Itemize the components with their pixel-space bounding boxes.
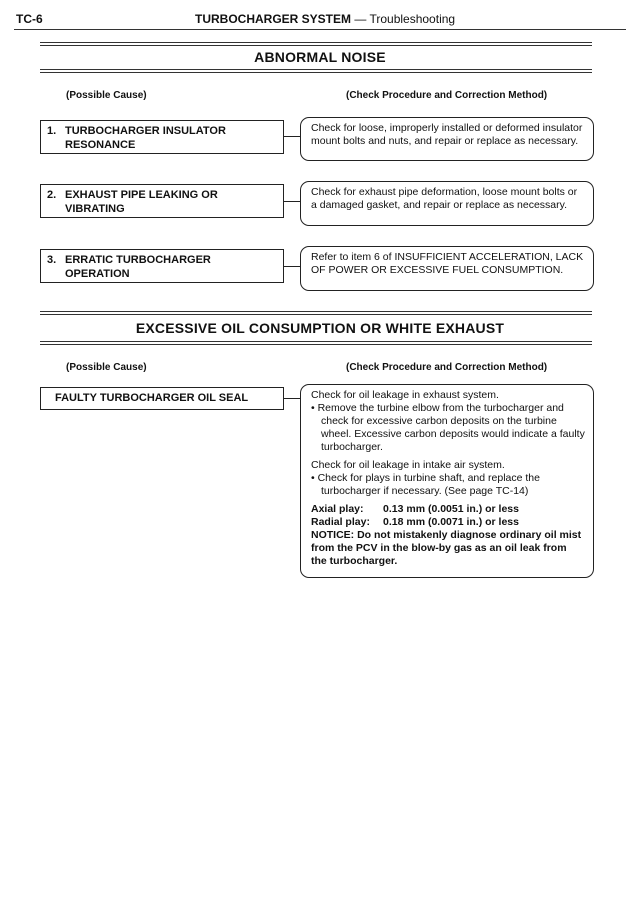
cause-box — [40, 120, 284, 154]
section-rule — [40, 344, 592, 345]
section-rule — [40, 341, 592, 342]
check-box — [300, 246, 594, 291]
connector-line — [284, 266, 300, 267]
spec-label: Axial play: — [311, 503, 364, 515]
spec-label: Radial play: — [311, 516, 370, 528]
section-rule — [40, 311, 592, 312]
cause-box — [40, 184, 284, 218]
check-text: Check for exhaust pipe deformation, loose mount bolts or a damaged gasket, and repair or replace as necessary. — [311, 186, 578, 211]
check-bullet: • Check for plays in turbine shaft, and replace the turbocharger if necessary. (See page TC-14) — [311, 472, 540, 497]
check-text: Refer to item 6 of INSUFFICIENT ACCELERATION, LACK OF POWER OR EXCESSIVE FUEL CONSUMPTION. — [311, 251, 584, 276]
check-box — [300, 384, 594, 578]
notice-text: NOTICE: Do not mistakenly diagnose ordinary oil mist from the PCV in the blow-by gas as an oil leak from the turbocharger. — [311, 529, 582, 567]
spec-value: 0.18 mm (0.0071 in.) or less — [383, 516, 519, 528]
check-procedure-heading: (Check Procedure and Correction Method) — [346, 362, 548, 373]
cause-number: 3. — [47, 254, 57, 266]
axial-play-spec — [311, 503, 585, 516]
section-rule — [40, 69, 592, 70]
check-procedure-heading: (Check Procedure and Correction Method) — [346, 90, 548, 101]
page-code: TC-6 — [16, 12, 43, 26]
possible-cause-heading: (Possible Cause) — [66, 90, 147, 101]
possible-cause-heading: (Possible Cause) — [66, 362, 147, 373]
section-rule — [40, 314, 592, 315]
radial-play-spec — [311, 516, 585, 529]
section-title-abnormal-noise: ABNORMAL NOISE — [254, 49, 386, 65]
spec-value: 0.13 mm (0.0051 in.) or less — [383, 503, 519, 515]
header-rule — [14, 29, 626, 30]
cause-text: ERRATIC TURBOCHARGER OPERATION — [65, 254, 211, 280]
check-box — [300, 117, 594, 161]
header-separator: — — [351, 12, 370, 26]
system-name: TURBOCHARGER SYSTEM — [195, 12, 352, 26]
check-text: Check for oil leakage in intake air system. — [311, 459, 505, 471]
cause-text: EXHAUST PIPE LEAKING OR VIBRATING — [65, 189, 218, 215]
cause-number: 1. — [47, 125, 57, 137]
cause-number: 2. — [47, 189, 57, 201]
connector-line — [284, 136, 300, 137]
check-box — [300, 181, 594, 226]
cause-text: TURBOCHARGER INSULATOR RESONANCE — [65, 125, 226, 151]
section-rule — [40, 45, 592, 46]
connector-line — [284, 201, 300, 202]
check-bullet: • Remove the turbine elbow from the turbocharger and check for excessive carbon deposits on the turbine wheel. Excessive carbon deposits would indicate a faulty turbocharger. — [311, 402, 585, 453]
cause-box — [40, 249, 284, 283]
cause-box — [40, 387, 284, 410]
connector-line — [284, 398, 300, 399]
section-name: Troubleshooting — [369, 12, 456, 26]
check-text: Check for loose, improperly installed or deformed insulator mount bolts and nuts, and repair or replace as necessary. — [311, 122, 583, 147]
cause-text: FAULTY TURBOCHARGER OIL SEAL — [55, 392, 249, 404]
check-text: Check for oil leakage in exhaust system. — [311, 389, 499, 401]
page-header-title — [195, 12, 455, 26]
section-rule — [40, 72, 592, 73]
section-title-oil-consumption: EXCESSIVE OIL CONSUMPTION OR WHITE EXHAUST — [135, 320, 505, 336]
section-rule — [40, 42, 592, 43]
